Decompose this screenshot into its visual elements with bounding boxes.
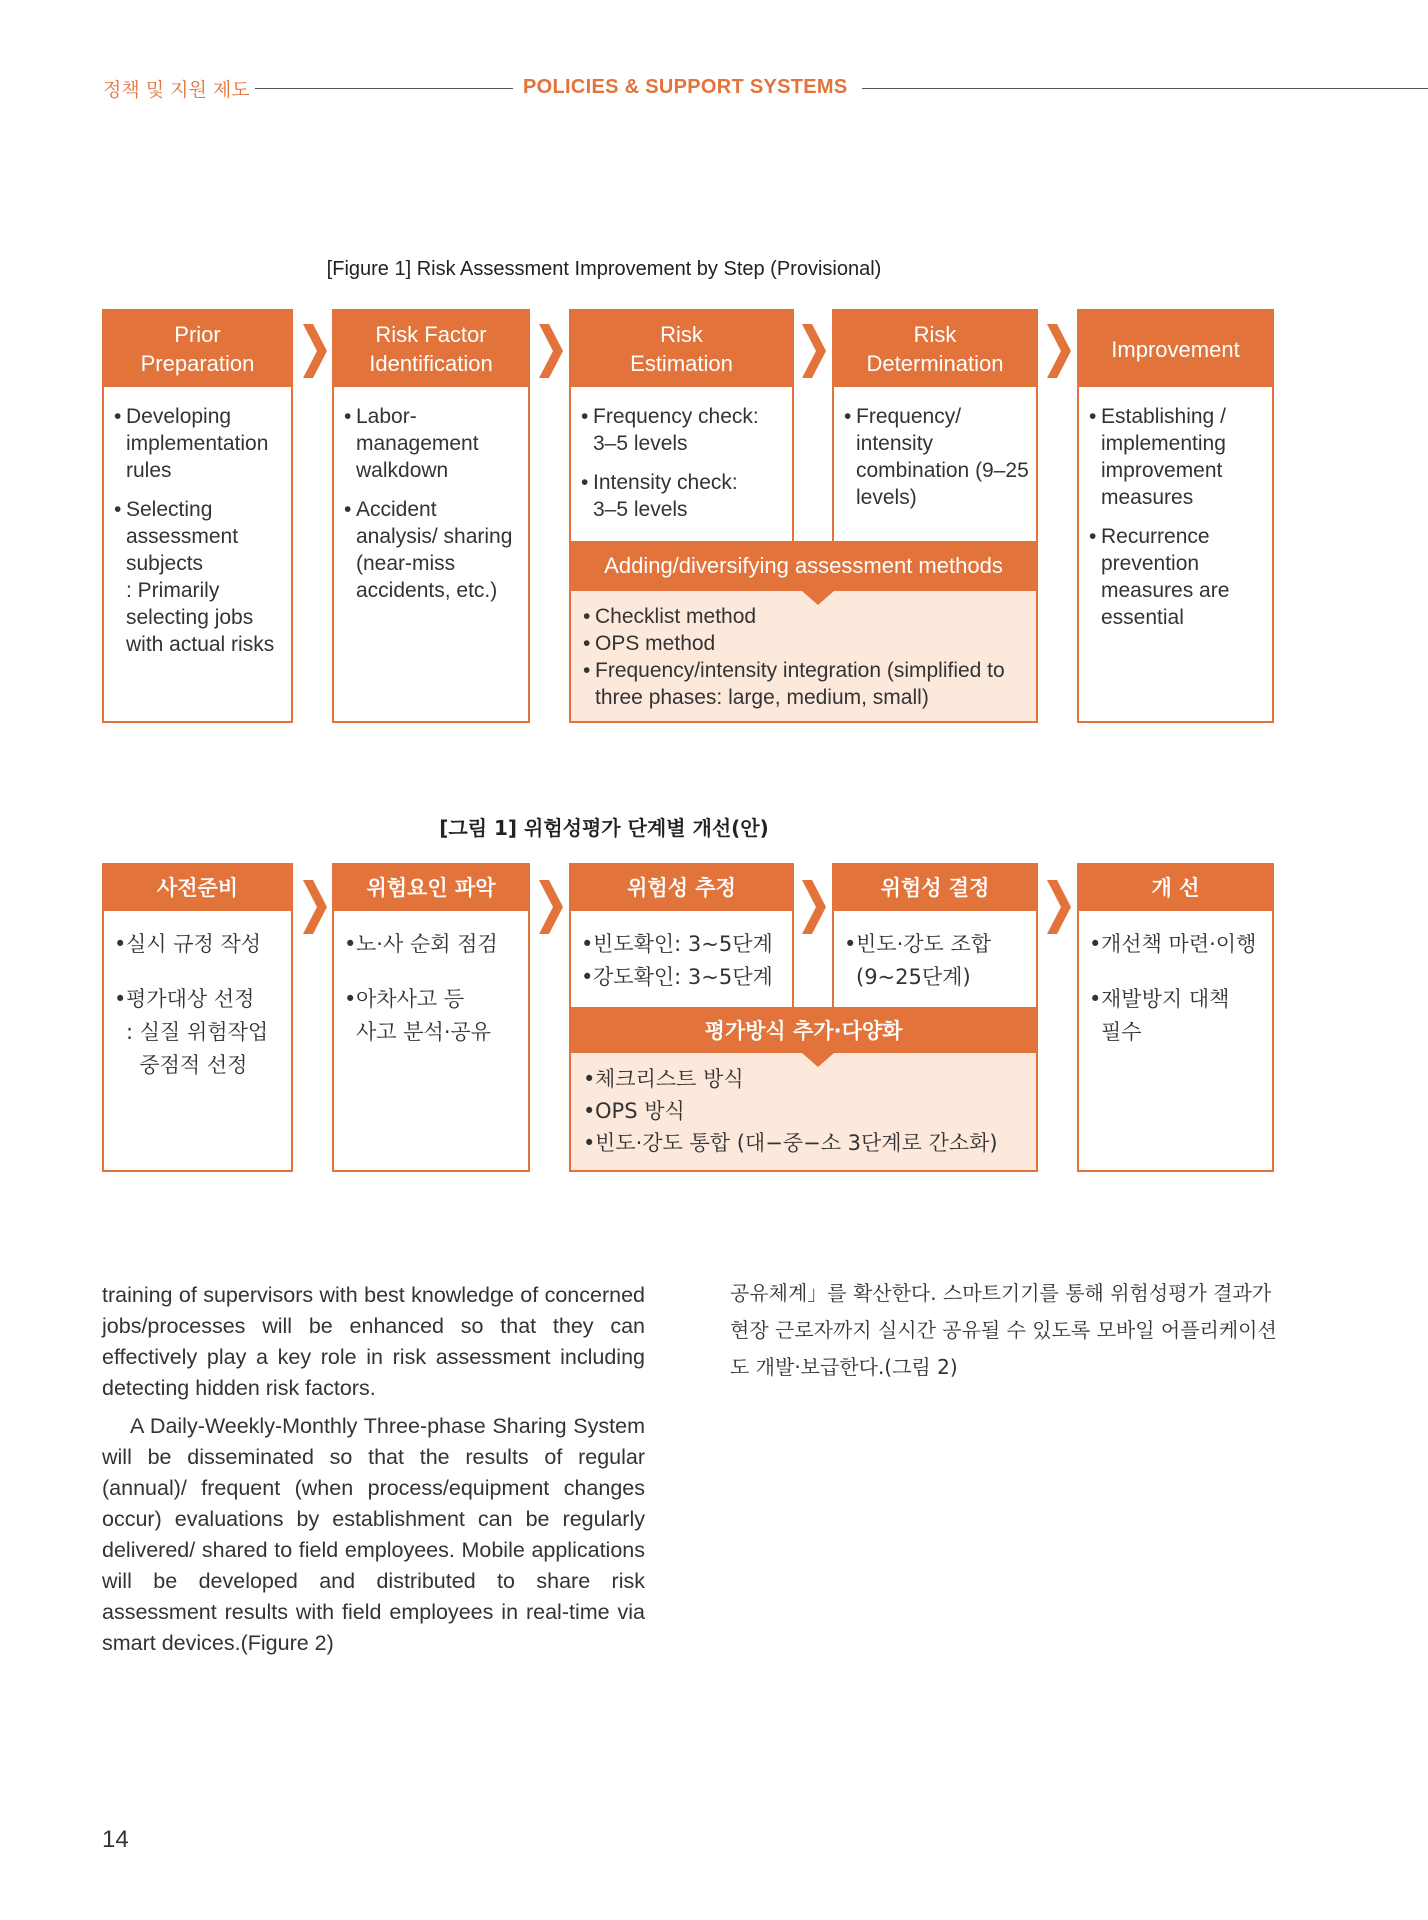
list-item: • 체크리스트 방식 [583,1063,1028,1095]
step-items [344,928,522,1071]
body-column-en [102,1280,645,1659]
step-risk-estimation [569,309,794,543]
step-items [114,928,285,1104]
header-divider-left [255,88,513,89]
chevron-right-icon [537,880,565,934]
list-item: • Labor-management walkdown [344,403,522,484]
list-item: • 아차사고 등 사고 분석·공유 [344,983,522,1049]
step-items [344,403,522,616]
list-item: • Frequency/intensity integration (simplified to three phases: large, medium, small) [583,657,1028,711]
step-risk-determination [832,309,1038,543]
list-item: • Frequency/ intensity combination (9–25 levels) [844,403,1030,511]
section-title-kr: 정책 및 지원 제도 [103,79,250,101]
list-item: • Establishing / implementing improvement measures [1089,403,1266,511]
step-risk-estimation-kr [569,863,794,1009]
step-risk-factor-identification [332,309,530,723]
step-risk-factor-kr [332,863,530,1172]
list-item: • OPS method [583,630,1028,657]
step-title: 개 선 [1151,875,1200,900]
paragraph: A Daily-Weekly-Monthly Three-phase Sharing System will be disseminated so that the results of regular (annual)/ frequent (when process/equipment changes occur) evaluations by establishment can be regularly delivered/ shared to field employees. Mobile applications will be developed and distributed to share risk assessment results with field employees in real-time via smart devices.(Figure 2) [102,1414,645,1655]
list-item: • Recurrence prevention measures are essential [1089,523,1266,631]
chevron-right-icon [800,324,828,378]
list-item: • Accident analysis/ sharing (near-miss accidents, etc.) [344,496,522,604]
merged-items [583,603,1028,711]
list-item: • Checklist method [583,603,1028,630]
step-title: 위험성 결정 [880,875,990,900]
step-title: 위험요인 파악 [366,875,496,900]
body-column-kr [730,1275,1280,1386]
list-item: • Frequency check: 3–5 levels [581,403,786,457]
list-item: • 재발방지 대책 필수 [1089,983,1266,1049]
step-items [1089,928,1266,1071]
merged-title: 평가방식 추가·다양화 [704,1019,903,1043]
step-items [1089,403,1266,643]
chevron-right-icon [301,880,329,934]
list-item: • OPS 방식 [583,1095,1028,1127]
list-item: • Intensity check: 3–5 levels [581,469,786,523]
list-item: • 강도확인: 3~5단계 [581,961,786,994]
chevron-right-icon [301,324,329,378]
section-title-en: POLICIES & SUPPORT SYSTEMS [523,76,848,98]
list-item: • Developing implementation rules [114,403,285,484]
step-improvement-kr [1077,863,1274,1172]
step-title: Risk Factor Identification [369,322,493,376]
step-prior-preparation [102,309,293,723]
list-item: • Selecting assessment subjects : Primarily selecting jobs with actual risks [114,496,285,658]
list-item: • 노·사 순회 점검 [344,928,522,961]
step-title: Improvement [1111,336,1240,362]
step-items [844,928,1030,1016]
step-title: 위험성 추정 [627,875,736,900]
paragraph: 공유체계」를 확산한다. 스마트기기를 통해 위험성평가 결과가 현장 근로자까지 실시간 공유될 수 있도록 모바일 어플리케이션도 개발·보급한다.(그림 2) [730,1281,1277,1379]
step-items [581,928,786,994]
list-item: • 개선책 마련·이행 [1089,928,1266,961]
step-title: Risk Estimation [630,322,733,376]
merged-title: Adding/diversifying assessment methods [604,553,1003,578]
chevron-right-icon [800,880,828,934]
step-items [114,403,285,670]
step-prior-preparation-kr [102,863,293,1172]
merged-panel-en [569,541,1038,723]
step-title: 사전준비 [156,875,239,900]
merged-items [583,1063,1028,1159]
chevron-right-icon [1045,880,1073,934]
step-items [581,403,786,535]
step-items [844,403,1035,523]
step-risk-determination-kr [832,863,1038,1009]
list-item: • 실시 규정 작성 [114,928,285,961]
list-item: • 빈도·강도 조합 (9~25단계) [844,928,1030,994]
header-divider-right [862,88,1428,89]
figure-title-en: [Figure 1] Risk Assessment Improvement by Step (Provisional) [326,258,882,280]
step-title: Prior Preparation [140,322,255,376]
paragraph: training of supervisors with best knowledge of concerned jobs/processes will be enhanced so that they can effectively play a key role in risk assessment including detecting hidden risk factors. [102,1283,645,1400]
list-item: • 빈도확인: 3~5단계 [581,928,786,961]
merged-panel-kr [569,1007,1038,1172]
step-title: Risk Determination [866,322,1004,376]
step-improvement [1077,309,1274,723]
list-item: • 빈도·강도 통합 (대−중−소 3단계로 간소화) [583,1127,1028,1159]
chevron-right-icon [1045,324,1073,378]
chevron-right-icon [537,324,565,378]
list-item: • 평가대상 선정 : 실질 위험작업 중점적 선정 [114,983,285,1082]
figure-title-kr: [그림 1] 위험성평가 단계별 개선(안) [439,816,769,840]
page-number: 14 [102,1826,129,1853]
